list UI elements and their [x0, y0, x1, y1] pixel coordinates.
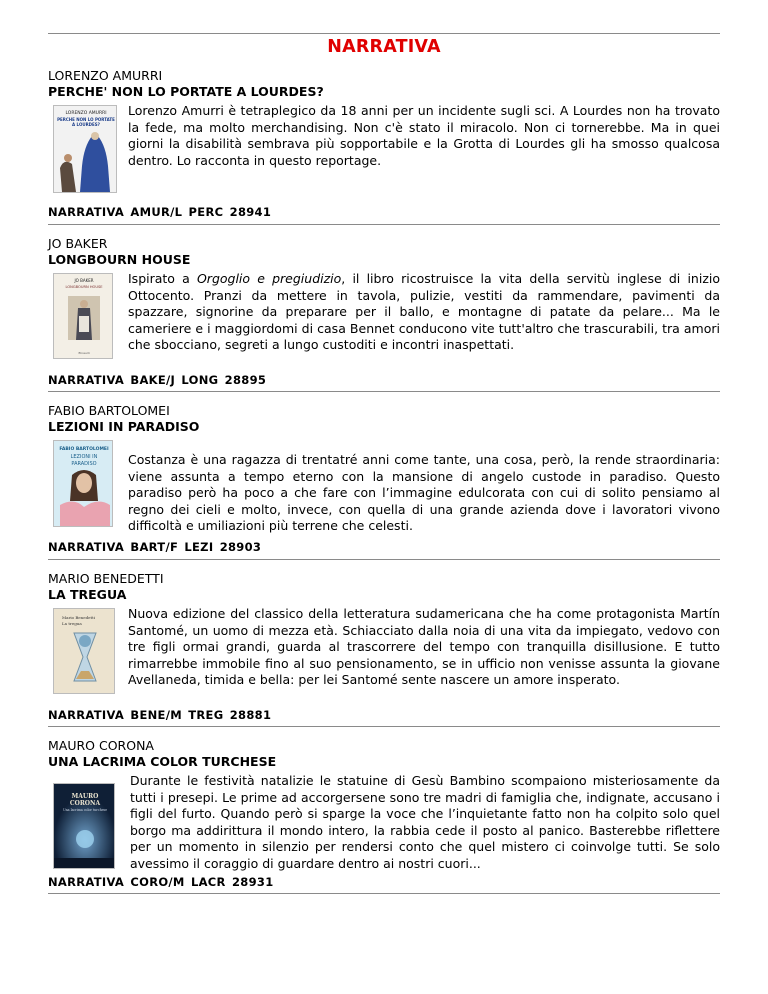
svg-text:PERCHE NON LO PORTATE: PERCHE NON LO PORTATE	[57, 117, 115, 122]
shelf-mark: NARRATIVA BAKE/J LONG 28895	[48, 373, 267, 387]
entry-divider	[48, 726, 720, 727]
book-description: Durante le festività natalizie le statuine di Gesù Bambino scompaiono misteriosamente da tutti i presepi. Le prime ad accorgersene sono tre madri di famiglia che, indignate, accusano i figli del furto. Quando però si sparge la voce che l’inquietante fatto non ha colpito solo quel borgo ma addirittura il mondo intero, la rabbia cede il posto al panico. Basterebbe riflettere per un momento in silenzio per rendersi conto che quel mistero ci coinvolge tutti. Se solo avessimo il coraggio di guardare dentro ai nostri cuori...	[130, 773, 720, 871]
entry-divider	[48, 391, 720, 392]
book-entry-bartolomei	[48, 403, 720, 535]
cover-text-title: La tregua	[62, 621, 82, 626]
book-cover-image	[53, 783, 115, 869]
svg-text:MAURO: MAURO	[71, 793, 99, 800]
cover-text-author: Mario Benedetti	[62, 615, 96, 620]
top-divider	[48, 33, 720, 34]
cover-text-author: FABIO BARTOLOMEI	[59, 447, 109, 452]
svg-text:CORONA: CORONA	[69, 800, 101, 807]
book-author: LORENZO AMURRI	[48, 68, 163, 83]
svg-text:Einaudi: Einaudi	[78, 351, 90, 355]
book-title: LONGBOURN HOUSE	[48, 252, 191, 267]
cover-text-title: LONGBOURN HOUSE	[65, 285, 103, 289]
book-cover-image	[53, 273, 113, 359]
book-title: PERCHE' NON LO PORTATE A LOURDES?	[48, 84, 324, 99]
svg-text:PARADISO: PARADISO	[71, 461, 97, 467]
section-heading: NARRATIVA	[327, 37, 441, 57]
shelf-mark: NARRATIVA BENE/M TREG 28881	[48, 708, 272, 722]
book-author: FABIO BARTOLOMEI	[48, 403, 170, 418]
book-entry-baker	[48, 236, 720, 354]
book-entry-corona	[48, 738, 720, 872]
book-description: Ispirato a Orgoglio e pregiudizio, il libro ricostruisce la vita della servitù inglese di inizio Ottocento. Pranzi da mettere in tavola, pulizie, vestiti da rammendare, pavimenti da spazzare, signorine da preparare per il ballo, e montagne di patate da pelare... Ma le cameriere e i maggiordomi di casa Bennet conducono vite tutt'altro che trascurabili, tra amori che sbocciano, segreti a lungo custoditi e incontri inaspettati.	[128, 271, 721, 352]
book-author: MAURO CORONA	[48, 738, 154, 753]
book-author: MARIO BENEDETTI	[48, 571, 164, 586]
book-title: UNA LACRIMA COLOR TURCHESE	[48, 754, 277, 769]
entry-divider	[48, 559, 720, 560]
svg-text:A LOURDES?: A LOURDES?	[72, 122, 100, 127]
book-cover-image	[53, 105, 117, 193]
italic-title: Orgoglio e pregiudizio	[196, 271, 342, 286]
book-description: Lorenzo Amurri è tetraplegico da 18 anni per un incidente sugli sci. A Lourdes non ha trovato la fede, ma molto merchandising. Non c'è stato il miracolo. Non ci tornerebbe. Ma in quei giorni la disabilità sembrava più sopportabile e la Grotta di Lourdes gli ha smosso qualcosa dentro. Lo racconta in questo reportage.	[128, 103, 720, 168]
book-description: Costanza è una ragazza di trentatré anni come tante, una cosa, però, la rende straordinaria: viene assunta a tempo eterno con la mansione di angelo custode in paradiso. Questo paradiso però ha poco a che fare con l’immagine edulcorata con cui di solito pensiamo al regno dei cieli e molto, invece, con quella di una grande azienda dove i lavoratori vivono difficoltà e umiliazioni più terrene che celesti.	[128, 452, 720, 533]
shelf-mark: NARRATIVA BART/F LEZI 28903	[48, 540, 262, 554]
book-entry-benedetti	[48, 571, 720, 689]
shelf-mark: NARRATIVA CORO/M LACR 28931	[48, 875, 274, 889]
book-description: Nuova edizione del classico della letteratura sudamericana che ha come protagonista Martín Santomé, un uomo di mezza età. Schiacciato dalla noia di una vita da impiegato, vedovo con tre figli ormai grandi, guarda al trascorrere del tempo con tranquilla disillusione. E tutto rimarrebbe immobile fino al suo pensionamento, se in ufficio non venisse assunta la giovane Avellaneda, timida e bella: per lei Santomé sente nascere un amore insperato.	[128, 606, 720, 687]
book-entry-amurri	[48, 68, 720, 169]
svg-text:LEZIONI IN: LEZIONI IN	[70, 454, 98, 460]
cover-text-author: JO BAKER	[74, 278, 94, 283]
cover-text-title: Una lacrima color turchese	[62, 808, 108, 812]
shelf-mark: NARRATIVA AMUR/L PERC 28941	[48, 205, 272, 219]
bottom-divider	[48, 893, 720, 894]
book-author: JO BAKER	[48, 236, 108, 251]
book-title: LEZIONI IN PARADISO	[48, 419, 200, 434]
book-title: LA TREGUA	[48, 587, 127, 602]
cover-text-author: LORENZO AMURRI	[65, 111, 107, 116]
book-cover-image	[53, 608, 115, 694]
entry-divider	[48, 224, 720, 225]
book-cover-image	[53, 440, 113, 527]
